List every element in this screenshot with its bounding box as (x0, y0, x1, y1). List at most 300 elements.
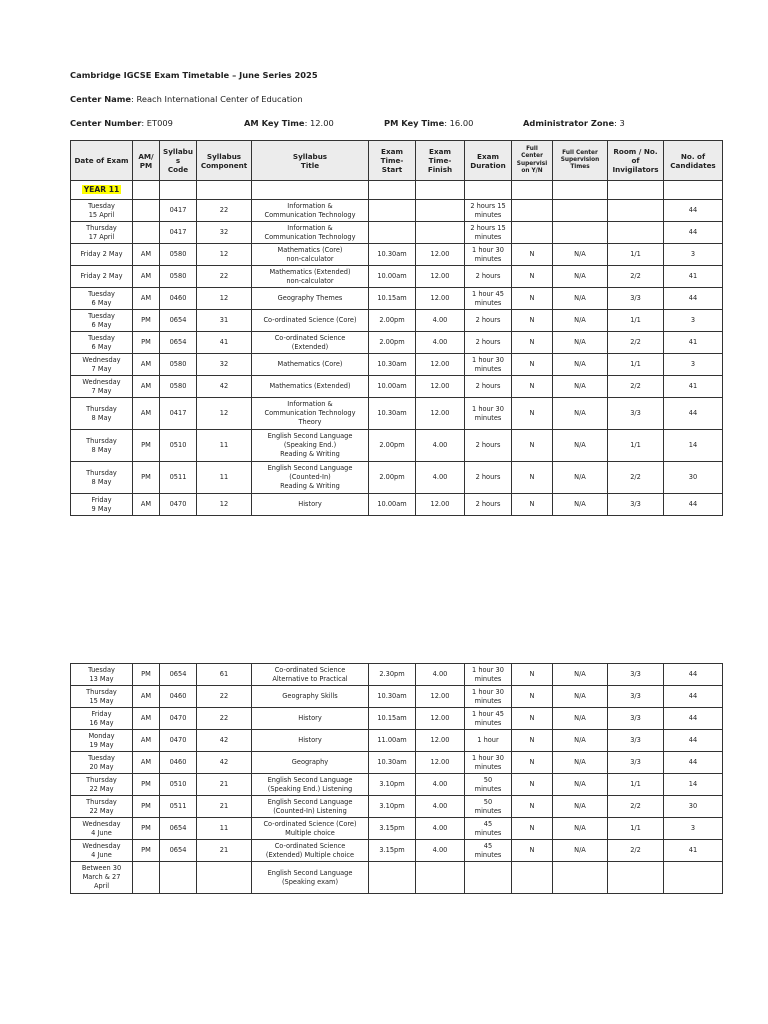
cell-candidates: 3 (664, 244, 723, 266)
cell-room-invigilators: 3/3 (608, 730, 664, 752)
cell-candidates: 41 (664, 840, 723, 862)
empty-cell (608, 181, 664, 200)
cell-time-start: 10.30am (369, 752, 416, 774)
table-row (71, 430, 723, 462)
cell-syllabus-title: Mathematics (Extended) non-calculator (252, 266, 369, 288)
cell-date: Thursday 22 May (71, 774, 133, 796)
cell-duration: 1 hour 30 minutes (465, 244, 512, 266)
pm-key-time: PM Key Time: 16.00 (384, 118, 474, 128)
cell-am-pm: AM (133, 730, 160, 752)
am-key-time: AM Key Time: 12.00 (244, 118, 334, 128)
table-row (71, 354, 723, 376)
cell-syllabus-code: 0654 (160, 332, 197, 354)
center-number-label: Center Number (70, 118, 142, 128)
cell-syllabus-component: 42 (197, 730, 252, 752)
cell-room-invigilators: 2/2 (608, 376, 664, 398)
table-row (71, 664, 723, 686)
cell-supervision-times: N/A (553, 398, 608, 430)
pm-key-time-value: 16.00 (449, 118, 474, 128)
cell-time-finish: 12.00 (416, 708, 465, 730)
cell-time-finish: 4.00 (416, 774, 465, 796)
cell-syllabus-title: English Second Language (Counted-In) Listening (252, 796, 369, 818)
table-row (71, 200, 723, 222)
cell-date: Wednesday 4 June (71, 818, 133, 840)
cell-duration: 2 hours (465, 332, 512, 354)
cell-am-pm: AM (133, 376, 160, 398)
cell-room-invigilators (608, 222, 664, 244)
cell-candidates: 44 (664, 730, 723, 752)
cell-am-pm: PM (133, 796, 160, 818)
empty-cell (369, 181, 416, 200)
header-room-invigilators: Room / No. of Invigilators (608, 141, 664, 181)
cell-room-invigilators: 3/3 (608, 288, 664, 310)
cell-time-finish: 12.00 (416, 288, 465, 310)
table-row (71, 686, 723, 708)
cell-syllabus-component (197, 862, 252, 894)
cell-am-pm: PM (133, 332, 160, 354)
center-name-value: Reach International Center of Education (136, 94, 303, 104)
cell-syllabus-component: 12 (197, 244, 252, 266)
cell-duration: 50 minutes (465, 774, 512, 796)
cell-time-start: 2.00pm (369, 430, 416, 462)
cell-syllabus-title: English Second Language (Speaking End.) Reading & Writing (252, 430, 369, 462)
cell-supervision-times: N/A (553, 462, 608, 494)
cell-candidates: 41 (664, 266, 723, 288)
cell-time-finish: 4.00 (416, 840, 465, 862)
cell-syllabus-component: 61 (197, 664, 252, 686)
cell-syllabus-code: 0580 (160, 266, 197, 288)
cell-full-supervision: N (512, 354, 553, 376)
cell-syllabus-component: 11 (197, 818, 252, 840)
cell-syllabus-code: 0417 (160, 398, 197, 430)
cell-time-start: 11.00am (369, 730, 416, 752)
cell-syllabus-title: Co-ordinated Science (Extended) (252, 332, 369, 354)
cell-syllabus-code: 0654 (160, 310, 197, 332)
cell-supervision-times: N/A (553, 332, 608, 354)
cell-supervision-times (553, 862, 608, 894)
header-syllabus-code: Syllabus Code (160, 141, 197, 181)
year-row (71, 181, 723, 200)
administrator-zone: Administrator Zone: 3 (523, 118, 625, 128)
cell-am-pm: PM (133, 430, 160, 462)
cell-supervision-times: N/A (553, 730, 608, 752)
am-key-time-label: AM Key Time (244, 118, 305, 128)
cell-syllabus-title: History (252, 494, 369, 516)
table-row (71, 244, 723, 266)
cell-time-finish: 4.00 (416, 332, 465, 354)
cell-am-pm: AM (133, 752, 160, 774)
table-row (71, 288, 723, 310)
cell-candidates (664, 862, 723, 894)
cell-supervision-times: N/A (553, 664, 608, 686)
cell-full-supervision: N (512, 430, 553, 462)
table-row (71, 818, 723, 840)
timetable-table-page-1 (70, 140, 723, 516)
table-header-row (71, 141, 723, 181)
cell-full-supervision: N (512, 818, 553, 840)
cell-date: Thursday 8 May (71, 398, 133, 430)
cell-date: Tuesday 6 May (71, 332, 133, 354)
cell-am-pm: AM (133, 708, 160, 730)
cell-syllabus-code: 0654 (160, 664, 197, 686)
pm-key-time-label: PM Key Time (384, 118, 445, 128)
cell-time-start: 3.15pm (369, 840, 416, 862)
cell-full-supervision: N (512, 462, 553, 494)
header-syllabus-title: Syllabus Title (252, 141, 369, 181)
cell-syllabus-component: 12 (197, 494, 252, 516)
cell-supervision-times: N/A (553, 774, 608, 796)
cell-candidates: 3 (664, 354, 723, 376)
table-row (71, 494, 723, 516)
cell-syllabus-title: English Second Language (Counted-In) Reading & Writing (252, 462, 369, 494)
cell-date: Tuesday 13 May (71, 664, 133, 686)
table-row (71, 462, 723, 494)
table-row (71, 222, 723, 244)
header-exam-duration: Exam Duration (465, 141, 512, 181)
administrator-zone-value: 3 (619, 118, 625, 128)
cell-time-finish (416, 222, 465, 244)
cell-full-supervision: N (512, 310, 553, 332)
cell-time-finish: 12.00 (416, 376, 465, 398)
cell-syllabus-title: Co-ordinated Science Alternative to Practical (252, 664, 369, 686)
table-row (71, 708, 723, 730)
cell-room-invigilators: 2/2 (608, 462, 664, 494)
cell-candidates: 44 (664, 752, 723, 774)
cell-duration: 45 minutes (465, 818, 512, 840)
cell-syllabus-component: 32 (197, 354, 252, 376)
cell-am-pm: PM (133, 840, 160, 862)
center-number-value: ET009 (146, 118, 173, 128)
cell-am-pm: AM (133, 354, 160, 376)
cell-duration: 45 minutes (465, 840, 512, 862)
cell-syllabus-component: 22 (197, 708, 252, 730)
table-row (71, 310, 723, 332)
cell-time-finish: 12.00 (416, 730, 465, 752)
cell-full-supervision: N (512, 494, 553, 516)
cell-am-pm: AM (133, 398, 160, 430)
cell-supervision-times (553, 200, 608, 222)
table-row (71, 796, 723, 818)
cell-syllabus-component: 22 (197, 200, 252, 222)
cell-time-start: 10.30am (369, 244, 416, 266)
cell-supervision-times: N/A (553, 430, 608, 462)
cell-duration: 2 hours (465, 376, 512, 398)
cell-room-invigilators: 1/1 (608, 818, 664, 840)
center-name: Center Name: Reach International Center of Education (70, 94, 303, 104)
cell-duration: 2 hours 15 minutes (465, 222, 512, 244)
cell-full-supervision: N (512, 332, 553, 354)
cell-duration: 1 hour 30 minutes (465, 752, 512, 774)
cell-supervision-times: N/A (553, 708, 608, 730)
header-exam-time-start: Exam Time- Start (369, 141, 416, 181)
cell-syllabus-component: 21 (197, 840, 252, 862)
cell-syllabus-component: 41 (197, 332, 252, 354)
cell-date: Thursday 8 May (71, 430, 133, 462)
cell-syllabus-code: 0580 (160, 376, 197, 398)
center-name-label: Center Name (70, 94, 132, 104)
table-row (71, 752, 723, 774)
cell-syllabus-title: Co-ordinated Science (Core) (252, 310, 369, 332)
cell-candidates: 14 (664, 430, 723, 462)
cell-syllabus-code: 0580 (160, 244, 197, 266)
cell-syllabus-title: Mathematics (Extended) (252, 376, 369, 398)
cell-time-start: 2.30pm (369, 664, 416, 686)
cell-date: Between 30 March & 27 April (71, 862, 133, 894)
cell-room-invigilators (608, 862, 664, 894)
cell-syllabus-code: 0510 (160, 774, 197, 796)
cell-duration: 50 minutes (465, 796, 512, 818)
empty-cell (465, 181, 512, 200)
cell-duration: 1 hour (465, 730, 512, 752)
cell-syllabus-title: History (252, 708, 369, 730)
cell-time-start: 10.30am (369, 686, 416, 708)
cell-duration: 2 hours (465, 494, 512, 516)
cell-syllabus-title: Geography (252, 752, 369, 774)
cell-room-invigilators: 2/2 (608, 332, 664, 354)
cell-date: Monday 19 May (71, 730, 133, 752)
empty-cell (133, 181, 160, 200)
header-syllabus-component: Syllabus Component (197, 141, 252, 181)
cell-duration: 2 hours 15 minutes (465, 200, 512, 222)
cell-syllabus-component: 32 (197, 222, 252, 244)
cell-room-invigilators: 3/3 (608, 752, 664, 774)
cell-am-pm (133, 200, 160, 222)
cell-syllabus-component: 21 (197, 774, 252, 796)
cell-am-pm (133, 222, 160, 244)
cell-full-supervision: N (512, 752, 553, 774)
cell-am-pm: AM (133, 266, 160, 288)
cell-full-supervision: N (512, 288, 553, 310)
cell-am-pm: AM (133, 686, 160, 708)
cell-candidates: 3 (664, 818, 723, 840)
cell-am-pm: PM (133, 462, 160, 494)
cell-time-start: 2.00pm (369, 332, 416, 354)
empty-cell (197, 181, 252, 200)
cell-candidates: 44 (664, 494, 723, 516)
cell-time-finish: 12.00 (416, 244, 465, 266)
cell-syllabus-code (160, 862, 197, 894)
header-full-center-supervision: Full Center Supervisi on Y/N (512, 141, 553, 181)
center-number: Center Number: ET009 (70, 118, 173, 128)
cell-time-start: 10.15am (369, 288, 416, 310)
cell-supervision-times: N/A (553, 752, 608, 774)
cell-syllabus-component: 42 (197, 376, 252, 398)
cell-am-pm: PM (133, 774, 160, 796)
cell-candidates: 41 (664, 376, 723, 398)
cell-time-finish: 4.00 (416, 796, 465, 818)
cell-date: Friday 2 May (71, 266, 133, 288)
cell-full-supervision: N (512, 840, 553, 862)
cell-date: Wednesday 7 May (71, 376, 133, 398)
cell-supervision-times: N/A (553, 310, 608, 332)
cell-duration: 1 hour 30 minutes (465, 664, 512, 686)
cell-time-start: 3.10pm (369, 796, 416, 818)
cell-syllabus-code: 0580 (160, 354, 197, 376)
cell-syllabus-title: Geography Themes (252, 288, 369, 310)
cell-syllabus-component: 31 (197, 310, 252, 332)
cell-time-start: 3.10pm (369, 774, 416, 796)
cell-candidates: 44 (664, 398, 723, 430)
empty-cell (416, 181, 465, 200)
cell-room-invigilators: 3/3 (608, 664, 664, 686)
cell-candidates: 44 (664, 222, 723, 244)
cell-candidates: 44 (664, 686, 723, 708)
table-row (71, 266, 723, 288)
cell-supervision-times: N/A (553, 376, 608, 398)
cell-candidates: 41 (664, 332, 723, 354)
cell-duration: 2 hours (465, 266, 512, 288)
cell-candidates: 44 (664, 200, 723, 222)
cell-full-supervision: N (512, 774, 553, 796)
cell-candidates: 30 (664, 462, 723, 494)
cell-syllabus-component: 11 (197, 462, 252, 494)
cell-syllabus-title: Co-ordinated Science (Extended) Multiple choice (252, 840, 369, 862)
cell-time-finish: 4.00 (416, 462, 465, 494)
cell-syllabus-title: Information & Communication Technology Theory (252, 398, 369, 430)
cell-room-invigilators: 1/1 (608, 430, 664, 462)
cell-syllabus-component: 11 (197, 430, 252, 462)
cell-date: Wednesday 4 June (71, 840, 133, 862)
cell-am-pm: PM (133, 664, 160, 686)
cell-syllabus-title: Geography Skills (252, 686, 369, 708)
cell-supervision-times: N/A (553, 244, 608, 266)
cell-full-supervision: N (512, 796, 553, 818)
cell-room-invigilators: 2/2 (608, 796, 664, 818)
cell-supervision-times: N/A (553, 840, 608, 862)
cell-time-start: 10.00am (369, 376, 416, 398)
cell-time-finish: 12.00 (416, 686, 465, 708)
table-row (71, 376, 723, 398)
cell-supervision-times (553, 222, 608, 244)
cell-syllabus-title: Mathematics (Core) (252, 354, 369, 376)
cell-date: Friday 9 May (71, 494, 133, 516)
table-row (71, 862, 723, 894)
empty-cell (553, 181, 608, 200)
cell-syllabus-component: 12 (197, 288, 252, 310)
cell-date: Friday 2 May (71, 244, 133, 266)
cell-syllabus-title: Information & Communication Technology (252, 200, 369, 222)
cell-syllabus-code: 0460 (160, 686, 197, 708)
cell-candidates: 30 (664, 796, 723, 818)
cell-time-start: 2.00pm (369, 462, 416, 494)
document-title: Cambridge IGCSE Exam Timetable – June Series 2025 (70, 70, 318, 80)
cell-time-finish (416, 200, 465, 222)
cell-syllabus-title: Co-ordinated Science (Core) Multiple choice (252, 818, 369, 840)
cell-room-invigilators: 3/3 (608, 708, 664, 730)
cell-candidates: 44 (664, 708, 723, 730)
cell-date: Wednesday 7 May (71, 354, 133, 376)
cell-time-finish: 12.00 (416, 354, 465, 376)
cell-time-finish: 4.00 (416, 664, 465, 686)
cell-room-invigilators: 2/2 (608, 840, 664, 862)
cell-supervision-times: N/A (553, 288, 608, 310)
cell-room-invigilators: 3/3 (608, 494, 664, 516)
header-exam-time-finish: Exam Time- Finish (416, 141, 465, 181)
cell-am-pm: AM (133, 494, 160, 516)
cell-full-supervision: N (512, 244, 553, 266)
cell-time-start: 10.30am (369, 398, 416, 430)
cell-room-invigilators (608, 200, 664, 222)
cell-time-finish: 12.00 (416, 398, 465, 430)
cell-duration: 2 hours (465, 310, 512, 332)
cell-time-start (369, 200, 416, 222)
cell-full-supervision: N (512, 686, 553, 708)
header-no-of-candidates: No. of Candidates (664, 141, 723, 181)
cell-supervision-times: N/A (553, 796, 608, 818)
cell-full-supervision: N (512, 664, 553, 686)
cell-duration: 1 hour 30 minutes (465, 686, 512, 708)
table-row (71, 840, 723, 862)
cell-syllabus-code: 0511 (160, 796, 197, 818)
cell-syllabus-code: 0470 (160, 708, 197, 730)
cell-duration: 1 hour 45 minutes (465, 288, 512, 310)
cell-supervision-times: N/A (553, 266, 608, 288)
cell-candidates: 14 (664, 774, 723, 796)
cell-time-finish: 12.00 (416, 494, 465, 516)
cell-am-pm: PM (133, 310, 160, 332)
table-row (71, 774, 723, 796)
cell-full-supervision (512, 862, 553, 894)
table-row (71, 730, 723, 752)
cell-time-finish: 4.00 (416, 818, 465, 840)
cell-date: Tuesday 6 May (71, 310, 133, 332)
cell-supervision-times: N/A (553, 354, 608, 376)
cell-duration: 1 hour 30 minutes (465, 398, 512, 430)
cell-room-invigilators: 1/1 (608, 354, 664, 376)
cell-time-start (369, 222, 416, 244)
cell-date: Thursday 17 April (71, 222, 133, 244)
timetable-table-page-2 (70, 663, 723, 894)
empty-cell (160, 181, 197, 200)
cell-syllabus-component: 42 (197, 752, 252, 774)
cell-syllabus-title: Information & Communication Technology (252, 222, 369, 244)
cell-am-pm: AM (133, 288, 160, 310)
cell-supervision-times: N/A (553, 686, 608, 708)
cell-syllabus-code: 0417 (160, 222, 197, 244)
cell-room-invigilators: 1/1 (608, 774, 664, 796)
cell-date: Thursday 8 May (71, 462, 133, 494)
cell-am-pm: AM (133, 244, 160, 266)
cell-candidates: 44 (664, 664, 723, 686)
cell-supervision-times: N/A (553, 818, 608, 840)
cell-date: Friday 16 May (71, 708, 133, 730)
cell-syllabus-title: History (252, 730, 369, 752)
cell-syllabus-title: English Second Language (Speaking exam) (252, 862, 369, 894)
cell-full-supervision (512, 222, 553, 244)
cell-time-finish: 12.00 (416, 752, 465, 774)
cell-time-start: 2.00pm (369, 310, 416, 332)
cell-room-invigilators: 3/3 (608, 398, 664, 430)
cell-syllabus-component: 12 (197, 398, 252, 430)
cell-full-supervision: N (512, 708, 553, 730)
cell-full-supervision: N (512, 266, 553, 288)
cell-syllabus-title: Mathematics (Core) non-calculator (252, 244, 369, 266)
cell-syllabus-component: 21 (197, 796, 252, 818)
cell-duration: 2 hours (465, 430, 512, 462)
cell-date: Tuesday 20 May (71, 752, 133, 774)
header-am-pm: AM/ PM (133, 141, 160, 181)
cell-time-start: 10.30am (369, 354, 416, 376)
cell-full-supervision: N (512, 398, 553, 430)
empty-cell (512, 181, 553, 200)
cell-time-finish (416, 862, 465, 894)
cell-time-start: 10.00am (369, 266, 416, 288)
cell-syllabus-code: 0460 (160, 752, 197, 774)
cell-room-invigilators: 1/1 (608, 310, 664, 332)
cell-full-supervision: N (512, 730, 553, 752)
cell-date: Thursday 22 May (71, 796, 133, 818)
cell-syllabus-component: 22 (197, 266, 252, 288)
